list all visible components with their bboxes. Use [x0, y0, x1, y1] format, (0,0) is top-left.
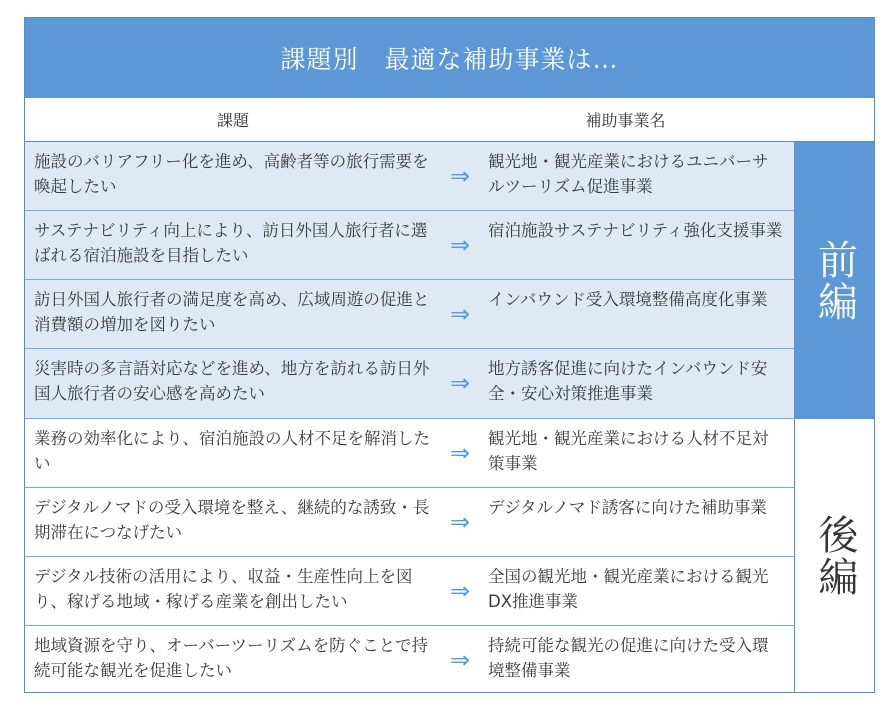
- issue-text: 施設のバリアフリー化を進め、高齢者等の旅行需要を喚起したい: [34, 152, 429, 196]
- right-arrow-icon: ⇒: [449, 162, 471, 190]
- issue-text: 地域資源を守り、オーバーツーリズムを防ぐことで持続可能な観光を促進したい: [34, 636, 429, 680]
- issue-text: デジタル技術の活用により、収益・生産性向上を図り、稼げる地域・稼げる産業を創出したい: [34, 567, 413, 611]
- right-arrow-icon: ⇒: [449, 300, 471, 328]
- group-label-second-text: 後編: [812, 514, 858, 598]
- column-header-program: 補助事業名: [585, 111, 666, 130]
- program-name: 地方誘客促進に向けたインバウンド安全・安心対策推進事業: [488, 359, 768, 403]
- program-name: 全国の観光地・観光産業における観光DX推進事業: [488, 567, 769, 611]
- column-header-issue: 課題: [216, 111, 249, 130]
- right-arrow-icon: ⇒: [449, 577, 471, 605]
- group-label-first-text: 前編: [811, 238, 858, 323]
- program-name: 観光地・観光産業における人材不足対策事業: [488, 429, 769, 473]
- program-name: 持続可能な観光の促進に向けた受入環境整備事業: [488, 636, 769, 680]
- right-arrow-icon: ⇒: [449, 231, 471, 259]
- right-arrow-icon: ⇒: [449, 646, 471, 674]
- issue-text: デジタルノマドの受入環境を整え、継続的な誘致・長期滞在につなげたい: [34, 498, 430, 542]
- program-name: 宿泊施設サステナビリティ強化支援事業: [488, 221, 783, 240]
- right-arrow-icon: ⇒: [449, 439, 471, 467]
- program-name: インバウンド受入環境整備高度化事業: [488, 290, 768, 309]
- issue-text: 災害時の多言語対応などを進め、地方を訪れる訪日外国人旅行者の安心感を高めたい: [34, 359, 430, 403]
- table-frame: [24, 17, 875, 693]
- issue-text: サステナビリティ向上により、訪日外国人旅行者に選ばれる宿泊施設を目指したい: [34, 221, 428, 265]
- issue-text: 訪日外国人旅行者の満足度を高め、広域周遊の促進と消費額の増加を図りたい: [34, 290, 430, 334]
- program-name: デジタルノマド誘客に向けた補助事業: [488, 498, 767, 517]
- program-name: 観光地・観光産業におけるユニバーサルツーリズム促進事業: [488, 152, 769, 196]
- issue-text: 業務の効率化により、宿泊施設の人材不足を解消したい: [34, 429, 430, 473]
- right-arrow-icon: ⇒: [449, 369, 471, 397]
- page-title: 課題別 最適な補助事業は…: [24, 17, 875, 98]
- right-arrow-icon: ⇒: [449, 508, 471, 536]
